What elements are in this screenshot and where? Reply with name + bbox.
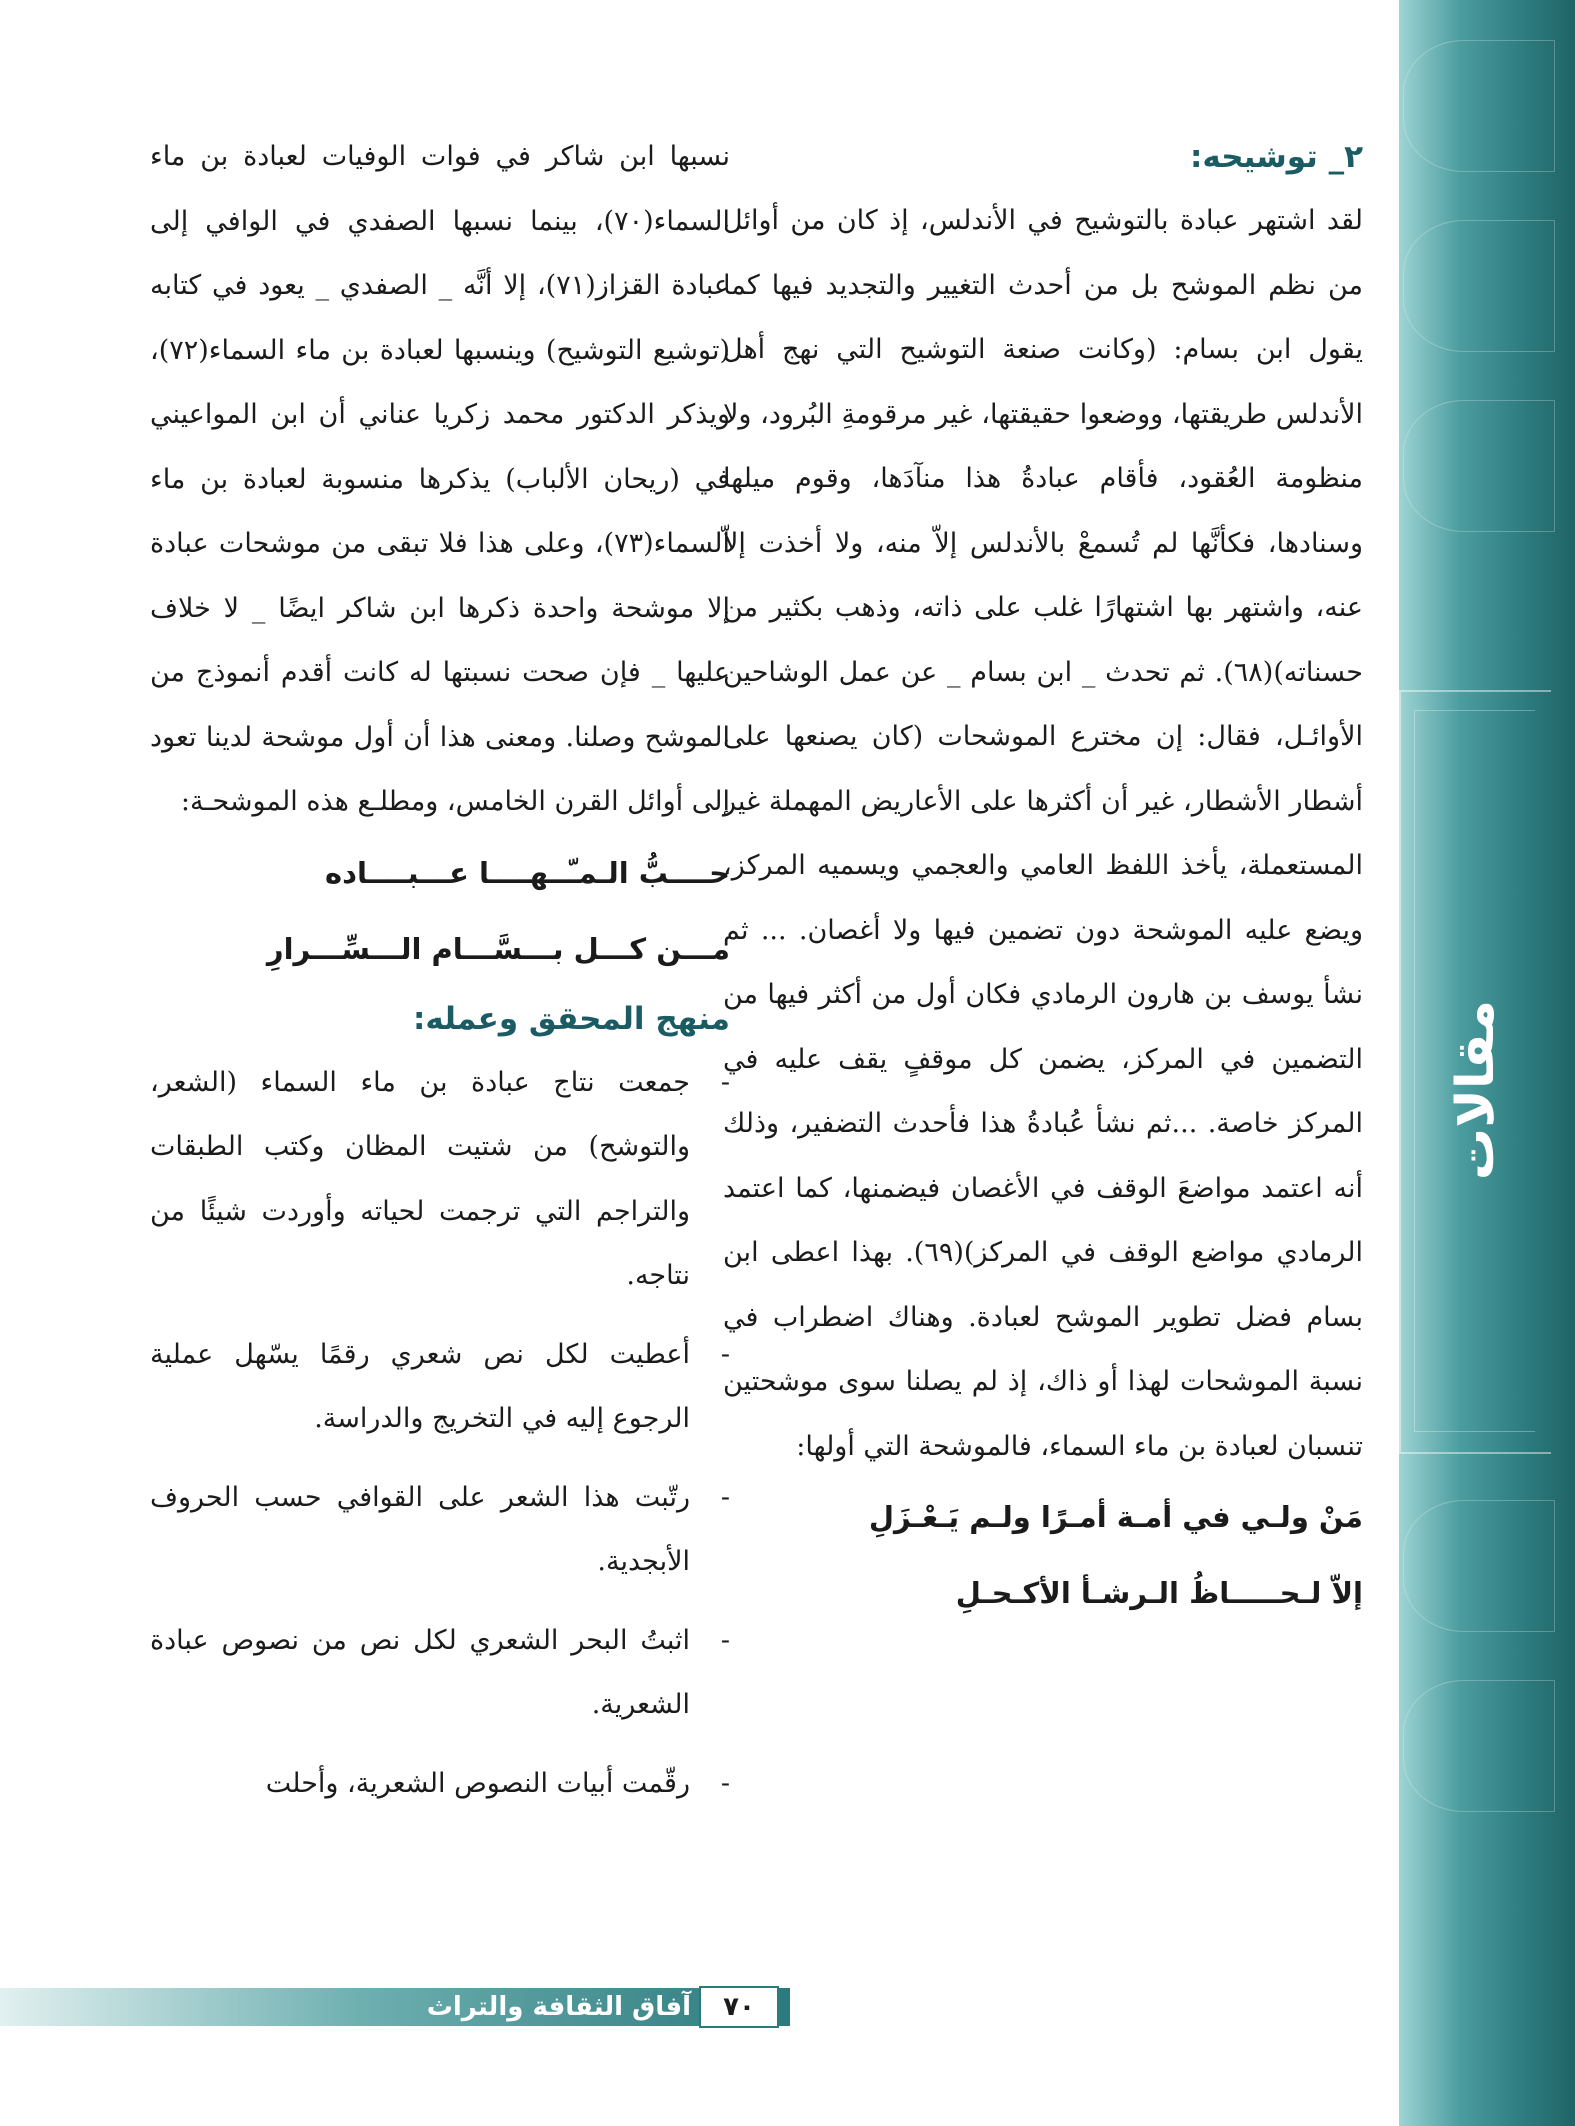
ornament [1403,1680,1555,1812]
method-list [150,1051,730,1817]
list-item-text: اثبتُ البحر الشعري لكل نص من نصوص عبادة الشعرية. [150,1624,690,1720]
page-footer [0,1986,790,2028]
decorative-side-band [1399,0,1575,2126]
bullet-dash: - [720,1624,730,1656]
list-item [150,1323,730,1452]
list-item-text: رقّمت أبيات النصوص الشعرية، وأحلت [265,1767,690,1799]
section-label: مقالات [1446,999,1506,1181]
bullet-dash: - [720,1066,730,1098]
ornament [1403,220,1555,352]
ornament [1403,40,1555,172]
bullet-dash: - [720,1767,730,1799]
list-item-text: أعطيت لكل نص شعري رقمًا يسّهل عملية الرجوع إليه في التخريج والدراسة. [150,1338,690,1434]
list-item [150,1466,730,1595]
poem-verse: مـــن كـــل بـــسَّـــام الـــسِّـــرارِ [266,931,730,966]
poem-verse: حــــبُّ الـمـّــهــــا عـــبــــاده [325,855,730,890]
paragraph: نسبها ابن شاكر في فوات الوفيات لعبادة بن ماء السماء(٧٠)، بينما نسبها الصفدي في الوافي إلى عبادة القزاز(٧١)، إلا أنَّه _ الصفدي _ يعود في كتابه (توشيع التوشيح) وينسبها لعبادة بن ماء السماء(٧٢)، ويذكر الدكتور محمد زكريا عناني أن ابن المواعيني في (ريحان الألباب) يذكرها منسوبة لعبادة بن ماء السماء(٧٣)، وعلى هذا فلا تبقى من موشحات عبادة إلا موشحة واحدة ذكرها ابن شاكر ايضًا _ لا خلاف عليها _ فإن صحت نسبتها له كانت أقدم أنموذج من الموشح وصلنا. ومعنى هذا أن أول موشحة لدينا تعود إلى أوائل القرن الخامس، ومطلـع هذه الموشحـة: [150,141,731,817]
ornament [1403,1500,1555,1632]
paragraph: لقد اشتهر عبادة بالتوشيح في الأندلس، إذ كان من أوائل من نظم الموشح بل من أحدث التغيير والتجديد فيها كما يقول ابن بسام: (وكانت صنعة التوشيح التي نهج أهل الأندلس طريقتها، ووضعوا حقيقتها، غير مرقومةِ البُرود، ولا منظومة العُقود، فأقام عبادةُ هذا منآدَها، وقوم ميلها وسنادها، فكأنَّها لم تُسمعْ بالأندلس إلاّ منه، ولا أخذت إلاّ عنه، واشتهر بها اشتهارًا غلب على ذاته، وذهب بكثير من حسناته)(٦٨). ثم تحدث _ ابن بسام _ عن عمل الوشاحين الأوائـل، فقال: إن مخترع الموشحات (كان يصنعها على أشطار الأشطار، غير أن أكثرها على الأعاريض المهملة غير المستعملة، يأخذ اللفظ العامي والعجمي ويسميه المركز، ويضع عليه الموشحة دون تضمين فيها ولا أغصان. ... ثم نشأ يوسف بن هارون الرمادي فكان أول من أكثر فيها من التضمين في المركز، يضمن كل موقفٍ يقف عليه في المركز خاصة. ...ثم نشأ عُبادةُ هذا فأحدث التضفير، وذلك أنه اعتمد مواضعَ الوقف في الأغصان فيضمنها، كما اعتمد الرمادي مواضع الوقف في المركز)(٦٩). بهذا اعطى ابن بسام فضل تطوير الموشح لعبادة. وهناك اضطراب في نسبة الموشحات لهذا أو ذاك، إذ لم يصلنا سوى موشحتين تنسبان لعبادة بن ماء السماء، فالموشحة التي أولها: [723,205,1363,1462]
list-item-text: رتّبت هذا الشعر على القوافي حسب الحروف الأبجدية. [150,1481,690,1577]
list-item-text: جمعت نتاج عبادة بن ماء السماء (الشعر، والتوشح) من شتيت المظان وكتب الطبقات والتراجم التي ترجمت لحياته وأوردت شيئًا من نتاجه. [150,1066,690,1291]
poem-verse: مَنْ ولـي في أمـة أمـرًا ولـم يَـعْـزَلِ [868,1500,1363,1534]
list-item [150,1051,730,1309]
bullet-dash: - [720,1481,730,1513]
publication-title: آفاق الثقافة والتراث [426,1992,691,2022]
page-number: ٧٠ [699,1986,779,2028]
right-column [720,125,1363,1631]
poem-verse: إلاّ لـحـــــاظُ الـرشـأ الأكـحـلِ [955,1576,1363,1610]
left-column [150,125,730,1830]
bullet-dash: - [720,1338,730,1370]
section-heading: ٢_ توشيحه: [1190,139,1363,175]
section-heading: منهج المحقق وعمله: [413,1000,730,1037]
list-item [150,1752,730,1817]
list-item [150,1609,730,1738]
ornament [1403,400,1555,532]
